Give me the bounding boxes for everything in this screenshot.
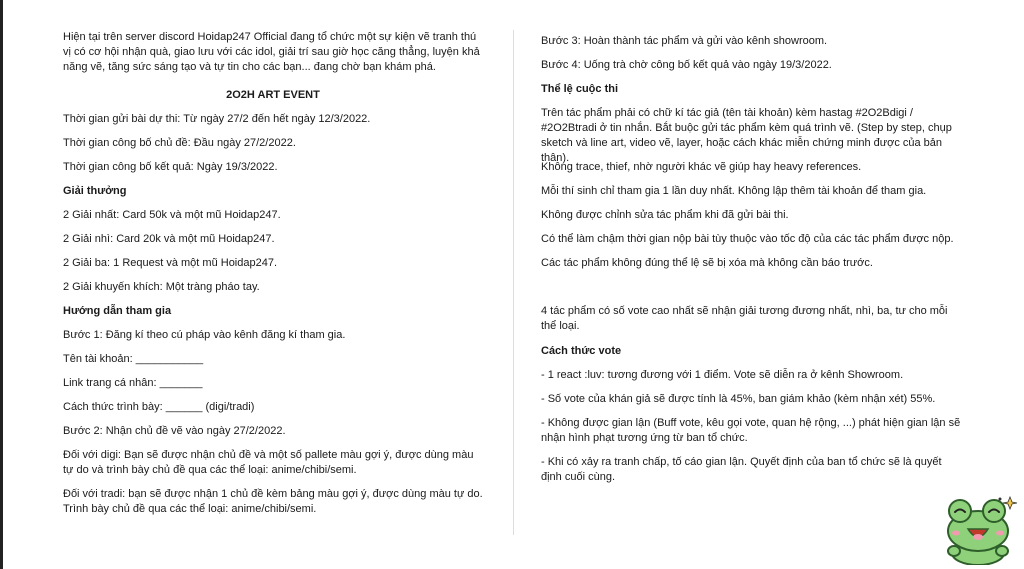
step-3: Bước 3: Hoàn thành tác phẩm và gửi vào kênh showroom. xyxy=(541,35,828,47)
prize-third: 2 Giải ba: 1 Request và một mũ Hoidap247. xyxy=(63,257,278,269)
prizes-heading: Giải thưởng xyxy=(63,185,127,197)
rule-deadline: Có thể làm chậm thời gian nộp bài tùy thuộc vào tốc độ của các tác phẩm được nộp. xyxy=(541,233,954,245)
step-2: Bước 2: Nhận chủ đề vẽ vào ngày 27/2/2022. xyxy=(63,425,286,437)
column-divider xyxy=(513,30,514,535)
result-time: Thời gian công bố kết quả: Ngày 19/3/2022. xyxy=(63,161,278,173)
style-template: Cách thức trình bày: ______ (digi/tradi) xyxy=(63,401,255,413)
vote-react: - 1 react :luv: tương đương với 1 điểm. Vote sẽ diễn ra ở kênh Showroom. xyxy=(541,369,904,381)
vote-weighting: - Số vote của khán giả sẽ được tính là 45%, ban giám khảo (kèm nhận xét) 55%. xyxy=(541,393,936,405)
top-vote-note: 4 tác phẩm có số vote cao nhất sẽ nhận giải tương đương nhất, nhì, ba, tư cho mỗi thể loại. xyxy=(541,305,948,332)
rule-no-trace: Không trace, thief, nhờ người khác vẽ giúp hay heavy references. xyxy=(541,161,862,173)
digi-rule: Đối với digi: Bạn sẽ được nhận chủ đề và một số pallete màu gợi ý, được dùng màu tự do và trình bày chủ đề qua các thể loại: anime/chibi/semi. xyxy=(63,449,474,476)
rule-single-entry: Mỗi thí sinh chỉ tham gia 1 lần duy nhất. Không lập thêm tài khoản để tham gia. xyxy=(541,185,927,197)
page-edge xyxy=(0,0,3,569)
rule-no-edit: Không được chỉnh sửa tác phẩm khi đã gửi bài thi. xyxy=(541,209,789,221)
vote-dispute: - Khi có xảy ra tranh chấp, tố cáo gian lận. Quyết định của ban tổ chức sẽ là quyết định cuối cùng. xyxy=(541,456,942,483)
intro-paragraph: Hiện tại trên server discord Hoidap247 Official đang tổ chức một sự kiện vẽ tranh thú vị có cơ hội nhận quà, giao lưu với các idol, giải trí sau giờ học căng thẳng, luyện khả năng vẽ, tăng sức sáng tạo và tự tin cho các bạn... đang chờ bạn khám phá. xyxy=(63,31,480,73)
profile-link-template: Link trang cá nhân: _______ xyxy=(63,377,203,389)
rule-signature: Trên tác phẩm phải có chữ kí tác giả (tên tài khoản) kèm hastag #2O2Bdigi / #2O2Btradi ở tin nhắn. Bắt buộc gửi tác phẩm kèm quá trình vẽ. (Step by step, chụp sketch và line art, video vẽ, layer, hoặc cách khác miễn chứng minh được của bản thân). xyxy=(541,107,952,164)
guide-heading: Hướng dẫn tham gia xyxy=(63,305,172,317)
vote-heading: Cách thức vote xyxy=(541,345,622,357)
rule-removal: Các tác phẩm không đúng thể lệ sẽ bị xóa mà không cần báo trước. xyxy=(541,257,873,269)
prize-first: 2 Giải nhất: Card 50k và một mũ Hoidap247. xyxy=(63,209,281,221)
prize-second: 2 Giải nhì: Card 20k và một mũ Hoidap247. xyxy=(63,233,275,245)
step-1: Bước 1: Đăng kí theo cú pháp vào kênh đăng kí tham gia. xyxy=(63,329,346,341)
account-name-template: Tên tài khoản: ___________ xyxy=(63,353,204,365)
frog-sticker-icon xyxy=(940,493,1020,565)
vote-cheating: - Không được gian lận (Buff vote, kêu gọi vote, quan hệ rộng, ...) phát hiện gian lận sẽ nhận hình phạt tương ứng từ ban tổ chức. xyxy=(541,417,961,444)
submit-time: Thời gian gửi bài dự thi: Từ ngày 27/2 đến hết ngày 12/3/2022. xyxy=(63,113,371,125)
event-title: 2O2H ART EVENT xyxy=(226,89,320,101)
prize-encouragement: 2 Giải khuyến khích: Một tràng pháo tay. xyxy=(63,281,260,293)
rules-heading: Thể lệ cuộc thi xyxy=(541,83,619,95)
theme-time: Thời gian công bố chủ đề: Đầu ngày 27/2/2022. xyxy=(63,137,296,149)
tradi-rule: Đối với tradi: bạn sẽ được nhận 1 chủ đề kèm bảng màu gợi ý, được dùng màu tự do. Trình bày chủ đề qua các thể loại: anime/chibi/semi. xyxy=(63,488,483,515)
step-4: Bước 4: Uống trà chờ công bố kết quả vào ngày 19/3/2022. xyxy=(541,59,832,71)
